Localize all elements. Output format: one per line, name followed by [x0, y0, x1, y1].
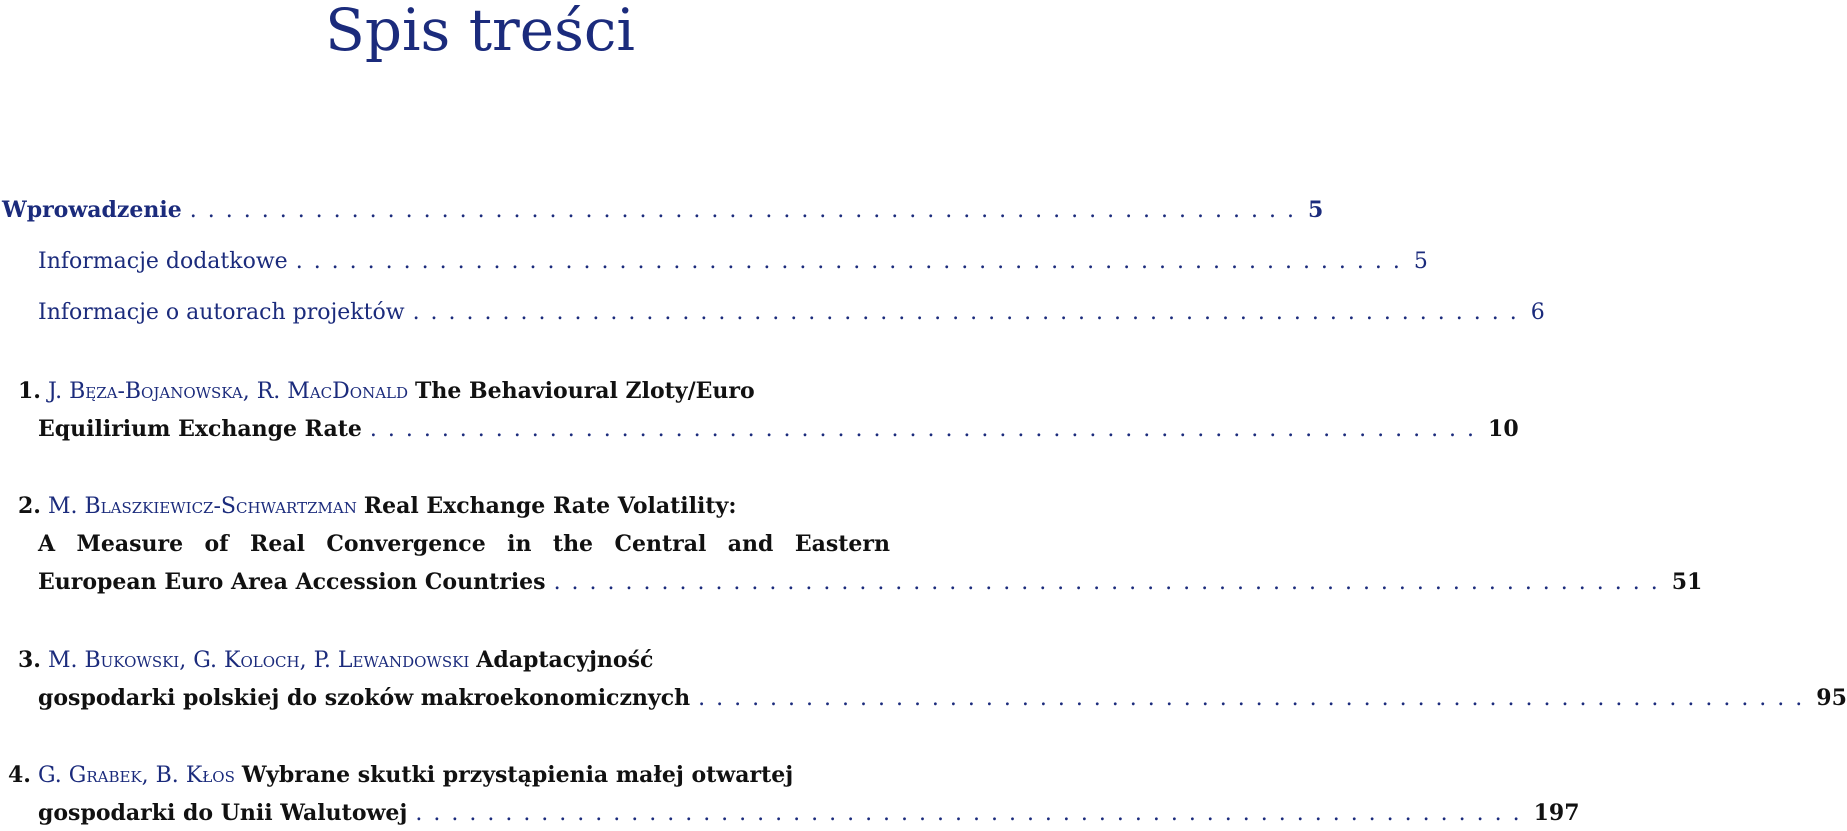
toc-entry-page[interactable]: 51 [1671, 569, 1703, 595]
article-title[interactable]: European Euro Area Accession Countries [38, 569, 546, 595]
author-name: Bęza-Bojanowska, [69, 379, 250, 404]
toc-entry[interactable] [2, 195, 1324, 226]
toc-entry[interactable] [38, 683, 1847, 714]
article-title[interactable]: A Measure of Real Convergence in the Central and Eastern [38, 531, 890, 557]
author-name: Lewandowski [337, 648, 470, 673]
toc-entry[interactable] [38, 567, 1703, 598]
toc-leader: . . . . . . . . . . . . . . . . . . . . . . . . . . . . . . . . . . . . . . . . . . . . . . . . . . . . . . . . . . . . . . [412, 300, 1519, 325]
author-name: Blaszkiewicz-Schwartzman [84, 494, 357, 519]
toc-leader: . . . . . . . . . . . . . . . . . . . . . . . . . . . . . . . . . . . . . . . . . . . . . . . . . . . . . . . . . . . . . . [415, 801, 1522, 826]
toc-entry[interactable] [38, 798, 1580, 829]
article-number: 1. [18, 378, 41, 404]
toc-entry-title[interactable]: Informacje o autorach projektów [38, 300, 405, 325]
page-title: Spis treści [325, 0, 635, 64]
toc-leader: . . . . . . . . . . . . . . . . . . . . . . . . . . . . . . . . . . . . . . . . . . . . . . . . . . . . . . . . . . . . . . [553, 570, 1660, 595]
author-initials: G. [37, 763, 62, 788]
article-title[interactable]: gospodarki do Unii Walutowej [38, 800, 408, 826]
toc-article-heading[interactable] [8, 760, 898, 791]
toc-article-line[interactable] [38, 529, 890, 559]
author-name: MacDonald [287, 379, 409, 404]
toc-entry[interactable] [38, 298, 1545, 328]
author-initials: M. [47, 648, 78, 673]
toc-entry-page[interactable]: 5 [1413, 249, 1428, 274]
toc-entry[interactable] [38, 247, 1428, 277]
article-title[interactable]: Wybrane skutki przystąpienia małej otwartej [241, 762, 794, 788]
toc-leader: . . . . . . . . . . . . . . . . . . . . . . . . . . . . . . . . . . . . . . . . . . . . . . . . . . . . . . . . . . . . . . [369, 417, 1477, 442]
toc-entry[interactable] [38, 414, 1519, 445]
article-title[interactable]: gospodarki polskiej do szoków makroekonomicznych [38, 685, 691, 711]
toc-article-heading[interactable] [18, 376, 890, 407]
toc-entry-page[interactable]: 197 [1533, 800, 1580, 826]
toc-entry-title[interactable]: Wprowadzenie [2, 197, 182, 223]
author-initials: J. [47, 379, 63, 404]
author-name: Bukowski, [84, 648, 187, 673]
toc-leader: . . . . . . . . . . . . . . . . . . . . . . . . . . . . . . . . . . . . . . . . . . . . . . . . . . . . . . . . . . . . . . [295, 249, 1402, 274]
author-name: Grabek, [68, 763, 149, 788]
author-name: Koloch, [224, 648, 307, 673]
toc-leader: . . . . . . . . . . . . . . . . . . . . . . . . . . . . . . . . . . . . . . . . . . . . . . . . . . . . . . . . . . . . . . [698, 686, 1805, 711]
article-number: 2. [18, 493, 41, 519]
article-title[interactable]: Real Exchange Rate Volatility: [363, 493, 737, 519]
author-initials: R. [256, 379, 281, 404]
article-title[interactable]: Equilirium Exchange Rate [38, 416, 362, 442]
toc-article-heading[interactable] [18, 645, 890, 676]
toc-entry-page[interactable]: 6 [1530, 300, 1545, 325]
author-initials: B. [155, 763, 179, 788]
author-initials: P. [313, 648, 331, 673]
toc-article-heading[interactable] [18, 491, 886, 522]
article-title[interactable]: The Behavioural Zloty/Euro [415, 378, 755, 404]
article-number: 4. [8, 762, 31, 788]
toc-entry-title[interactable]: Informacje dodatkowe [38, 249, 288, 274]
toc-leader: . . . . . . . . . . . . . . . . . . . . . . . . . . . . . . . . . . . . . . . . . . . . . . . . . . . . . . . . . . . . . . [189, 198, 1296, 223]
author-name: Kłos [185, 763, 235, 788]
author-initials: M. [47, 494, 78, 519]
toc-entry-page[interactable]: 5 [1307, 197, 1324, 223]
toc-entry-page[interactable]: 10 [1488, 416, 1519, 442]
article-number: 3. [18, 647, 41, 673]
article-title[interactable]: Adaptacyjność [476, 647, 654, 673]
author-initials: G. [193, 648, 218, 673]
toc-entry-page[interactable]: 95 [1816, 685, 1847, 711]
